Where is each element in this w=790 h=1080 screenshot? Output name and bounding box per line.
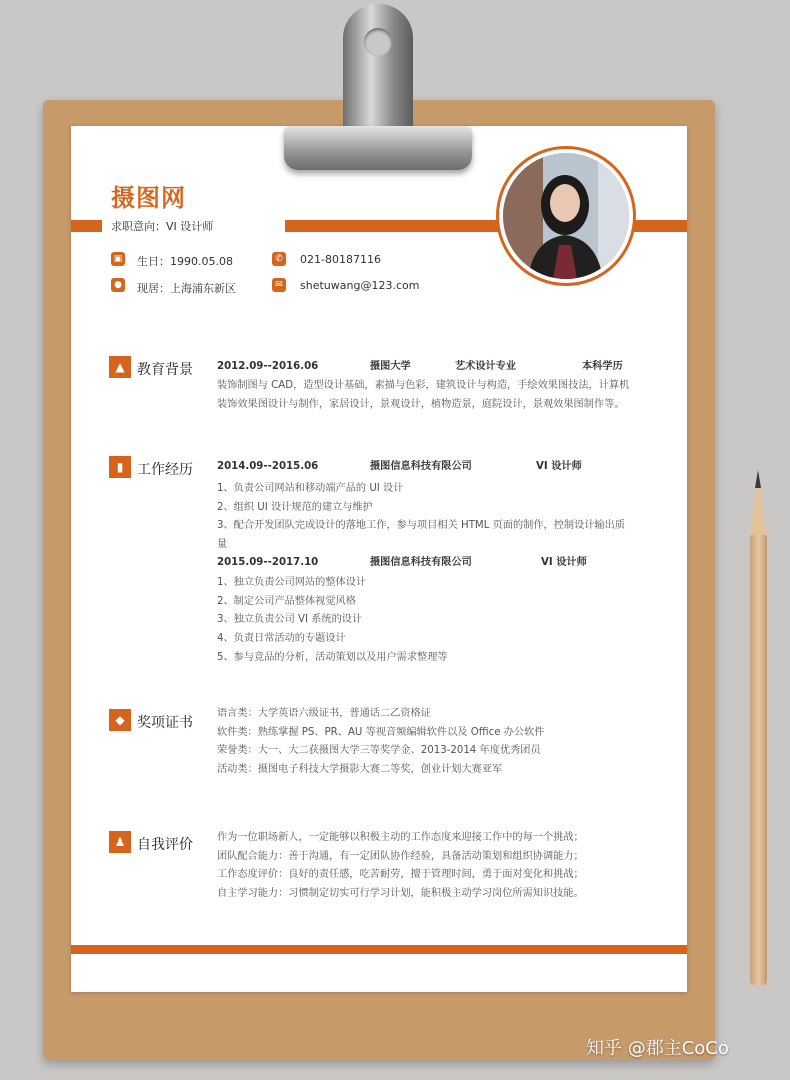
job-item: 4、负责日常活动的专题设计 bbox=[217, 633, 346, 644]
photo-image bbox=[503, 153, 629, 279]
job-period: 2014.09--2015.06 bbox=[217, 461, 319, 472]
job-period: 2015.09--2017.10 bbox=[217, 557, 319, 568]
bar-chart-icon: ▮ bbox=[109, 456, 131, 478]
awards-title: 奖项证书 bbox=[137, 715, 193, 731]
resume-name: 摄图网 bbox=[111, 184, 186, 212]
education-desc-line: 装饰效果图设计与制作，家居设计，景观设计，植物造景，庭院设计，景观效果图制作等。 bbox=[217, 399, 625, 410]
award-item: 软件类：熟练掌握 PS、PR、AU 等视音频编辑软件以及 Office 办公软件 bbox=[217, 727, 545, 738]
person-icon: ♟ bbox=[109, 831, 131, 853]
job-item: 1、负责公司网站和移动端产品的 UI 设计 bbox=[217, 483, 404, 494]
job-item: 2、组织 UI 设计规范的建立与维护 bbox=[217, 502, 373, 513]
job-intent: 求职意向：VI 设计师 bbox=[111, 220, 214, 233]
location-icon: ● bbox=[111, 278, 125, 292]
phone-icon: ✆ bbox=[272, 252, 286, 266]
job-item: 3、配合开发团队完成设计的落地工作，参与项目相关 HTML 页面的制作，控制设计输出质 bbox=[217, 520, 626, 531]
residence: 现居：上海浦东新区 bbox=[137, 282, 236, 295]
education-degree: 本科学历 bbox=[582, 361, 623, 372]
education-desc-line: 装饰制图与 CAD，造型设计基础，素描与色彩，建筑设计与构造，手绘效果图技法，计算机 bbox=[217, 380, 630, 391]
job-item: 2、制定公司产品整体视觉风格 bbox=[217, 596, 356, 607]
job-role: VI 设计师 bbox=[536, 461, 582, 472]
binder-clip-lever bbox=[343, 4, 413, 134]
self-item: 工作态度评价：良好的责任感，吃苦耐劳，擅于管理时间，勇于面对变化和挑战； bbox=[217, 869, 584, 880]
footer-accent-bar bbox=[71, 945, 687, 954]
job-company: 摄图信息科技有限公司 bbox=[370, 557, 472, 568]
profile-photo bbox=[496, 146, 636, 286]
education-period: 2012.09--2016.06 bbox=[217, 361, 319, 372]
job-company: 摄图信息科技有限公司 bbox=[370, 461, 472, 472]
award-item: 荣誉类：大一、大二获摄图大学三等奖学金、2013-2014 年度优秀团员 bbox=[217, 745, 541, 756]
graduation-cap-icon: ▲ bbox=[109, 356, 131, 378]
job-role: VI 设计师 bbox=[541, 557, 587, 568]
job-item: 1、独立负责公司网站的整体设计 bbox=[217, 577, 367, 588]
education-school: 摄图大学 bbox=[370, 361, 411, 372]
award-item: 活动类：摄图电子科技大学摄影大赛二等奖，创业计划大赛亚军 bbox=[217, 764, 503, 775]
binder-clip-hole bbox=[364, 28, 392, 56]
job-item: 量 bbox=[217, 539, 228, 550]
self-title: 自我评价 bbox=[137, 837, 193, 853]
education-major: 艺术设计专业 bbox=[455, 361, 517, 372]
watermark: 知乎 @郡主CoCo bbox=[586, 1038, 729, 1059]
ribbon-icon: ◆ bbox=[109, 709, 131, 731]
job-item: 3、独立负责公司 VI 系统的设计 bbox=[217, 614, 363, 625]
mail-icon: ✉ bbox=[272, 278, 286, 292]
email: shetuwang@123.com bbox=[300, 279, 420, 292]
award-item: 语言类：大学英语六级证书，普通话二乙资格证 bbox=[217, 708, 431, 719]
pencil-lead bbox=[755, 470, 761, 488]
work-title: 工作经历 bbox=[137, 462, 193, 478]
job-item: 5、参与竞品的分析，活动策划以及用户需求整理等 bbox=[217, 652, 448, 663]
self-item: 团队配合能力：善于沟通，有一定团队协作经验，具备活动策划和组织协调能力； bbox=[217, 851, 584, 862]
binder-clip bbox=[284, 126, 472, 170]
pencil bbox=[750, 535, 767, 985]
self-item: 自主学习能力：习惯制定切实可行学习计划，能积极主动学习岗位所需知识技能。 bbox=[217, 888, 584, 899]
self-item: 作为一位职场新人，一定能够以积极主动的工作态度来迎接工作中的每一个挑战； bbox=[217, 832, 584, 843]
header-accent-bar-left bbox=[71, 220, 102, 232]
education-title: 教育背景 bbox=[137, 362, 193, 378]
calendar-icon: ▣ bbox=[111, 252, 125, 266]
phone-number: 021-80187116 bbox=[300, 253, 381, 266]
birth-date: 生日：1990.05.08 bbox=[137, 255, 233, 268]
